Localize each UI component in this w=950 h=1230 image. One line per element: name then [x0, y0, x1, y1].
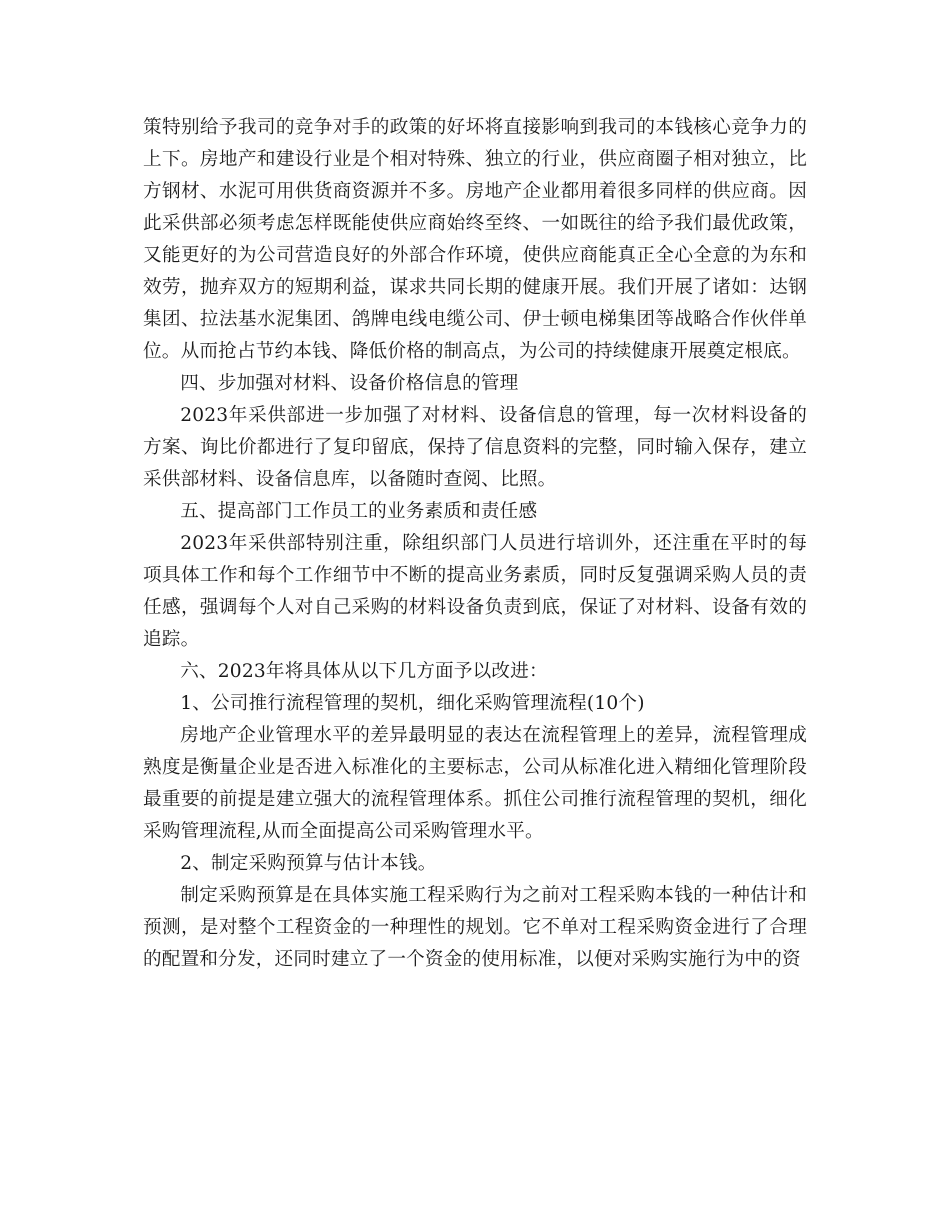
paragraph-process-management: 房地产企业管理水平的差异最明显的表达在流程管理上的差异，流程管理成熟度是衡量企业是否进入标准化的主要标志，公司从标准化进入精细化管理阶段最重要的前提是建立强大的流程管理体系。抓住公司推行流程管理的契机，细化采购管理流程,从而全面提高公司采购管理水平。 — [143, 725, 807, 842]
subheading-process-management: 1、公司推行流程管理的契机，细化采购管理流程(10个) — [180, 693, 645, 714]
subheading-budget: 2、制定采购预算与估计本钱。 — [180, 853, 437, 874]
section-heading-6: 六、2023年将具体从以下几方面予以改进： — [180, 661, 548, 682]
paragraph-price-info: 2023年采供部进一步加强了对材料、设备信息的管理，每一次材料设备的方案、询比价都进行了复印留底，保持了信息资料的完整，同时输入保存，建立采供部材料、设备信息库，以备随时查阅、比照。 — [143, 405, 807, 490]
paragraph-continuation: 策特别给予我司的竞争对手的政策的好坏将直接影响到我司的本钱核心竞争力的上下。房地产和建设行业是个相对特殊、独立的行业，供应商圈子相对独立，比方钢材、水泥可用供货商资源并不多。房地产企业都用着很多同样的供应商。因此采供部必须考虑怎样既能使供应商始终至终、一如既往的给予我们最优政策，又能更好的为公司营造良好的外部合作环境，使供应商能真正全心全意的为东和效劳，抛弃双方的短期利益，谋求共同长期的健康开展。我们开展了诸如：达钢集团、拉法基水泥集团、鸽牌电线电缆公司、伊士顿电梯集团等战略合作伙伴单位。从而抢占节约本钱、降低价格的制高点，为公司的持续健康开展奠定根底。 — [143, 117, 807, 362]
paragraph-staff-quality: 2023年采供部特别注重，除组织部门人员进行培训外，还注重在平时的每项具体工作和每个工作细节中不断的提高业务素质，同时反复强调采购人员的责任感，强调每个人对自己采购的材料设备负责到底，保证了对材料、设备有效的追踪。 — [143, 533, 807, 650]
section-heading-4: 四、步加强对材料、设备价格信息的管理 — [180, 373, 519, 394]
document-body — [143, 112, 807, 976]
paragraph-budget: 制定采购预算是在具体实施工程采购行为之前对工程采购本钱的一种估计和预测，是对整个工程资金的一种理性的规划。它不单对工程采购资金进行了合理的配置和分发，还同时建立了一个资金的使用标准，以便对采购实施行为中的资 — [143, 885, 807, 970]
section-heading-5: 五、提高部门工作员工的业务素质和责任感 — [180, 501, 538, 522]
